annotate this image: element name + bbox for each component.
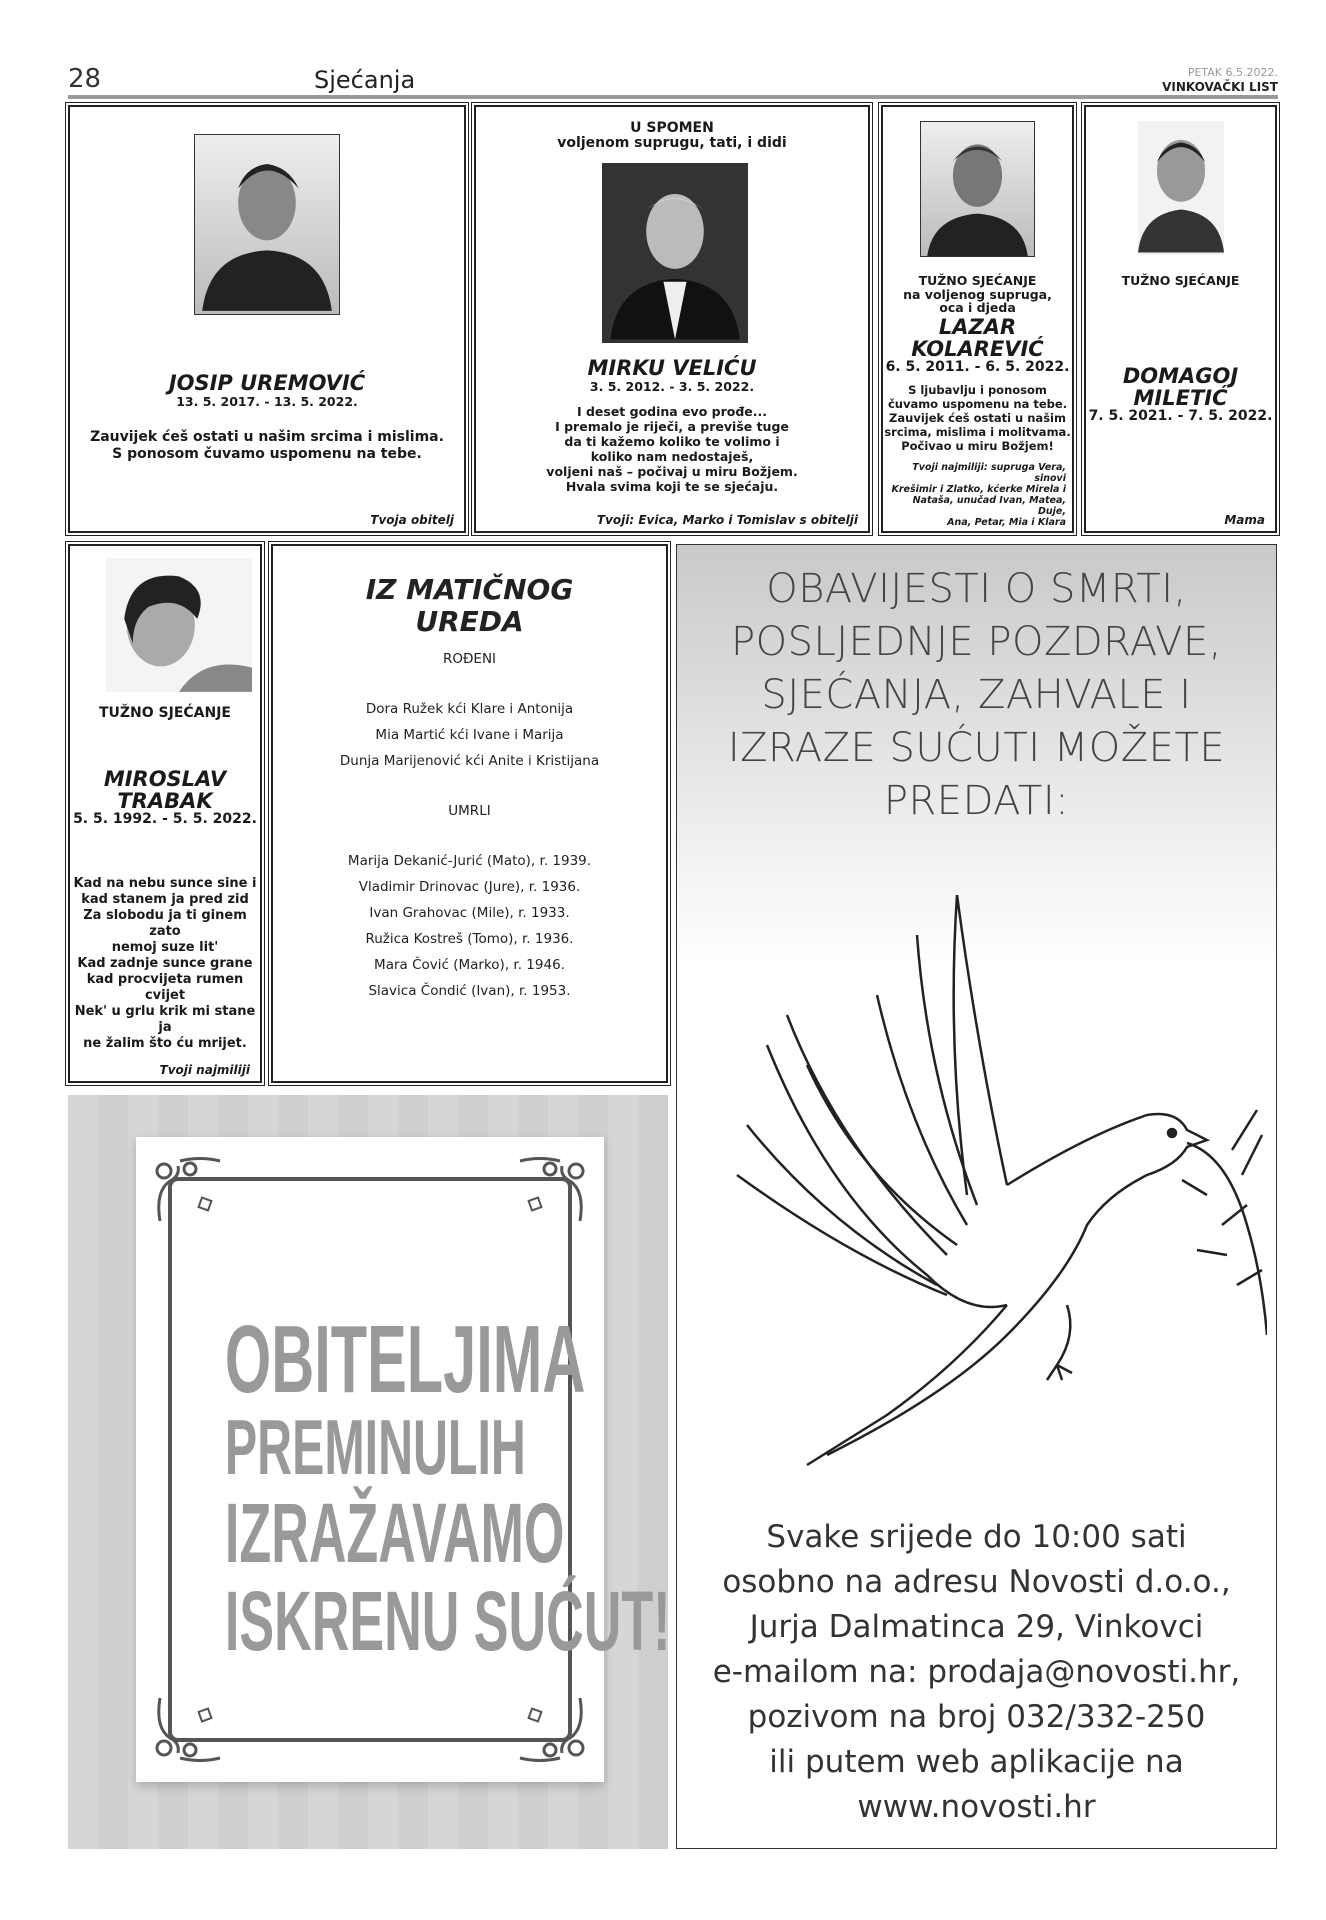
publication-name: VINKOVAČKI LIST bbox=[1162, 80, 1278, 94]
header-rule bbox=[68, 95, 1278, 99]
signature: Mama bbox=[1224, 513, 1265, 527]
ad-headline: PREDATI: bbox=[883, 778, 1070, 824]
corner-ornament-icon bbox=[510, 1688, 590, 1768]
message-line: I deset godina evo prođe... bbox=[576, 404, 768, 419]
dates: 3. 5. 2012. - 3. 5. 2022. bbox=[589, 379, 755, 394]
heading: TUŽNO SJEĆANJE bbox=[98, 705, 231, 721]
deceased-name: MILETIĆ bbox=[1133, 386, 1228, 410]
died-entry: Ružica Kostreš (Tomo), r. 1936. bbox=[365, 931, 574, 947]
deceased-name: MIRKU VELIĆU bbox=[587, 356, 757, 380]
signature: Tvoji najmiliji: supruga Vera, sinovi bbox=[912, 462, 1066, 484]
died-entry: Vladimir Drinovac (Jure), r. 1936. bbox=[358, 879, 581, 895]
signature: Nataša, unučad Ivan, Matea, Duje, bbox=[912, 495, 1066, 517]
page-number: 28 bbox=[68, 64, 102, 94]
deceased-name: LAZAR bbox=[938, 315, 1017, 339]
died-entry: Marija Dekanić-Jurić (Mato), r. 1939. bbox=[347, 853, 592, 869]
message-line: srcima, mislima i molitvama. bbox=[884, 425, 1071, 439]
portrait-photo bbox=[106, 558, 252, 692]
message-line: Hvala svima koji te se sjećaju. bbox=[565, 479, 779, 494]
registry-title: IZ MATIČNOG bbox=[365, 573, 574, 606]
poem-line: kad procvijeta rumen bbox=[86, 972, 244, 987]
heading: TUŽNO SJEĆANJE bbox=[1121, 273, 1240, 288]
dates: 5. 5. 1992. - 5. 5. 2022. bbox=[73, 811, 257, 827]
message-line: Zauvijek ćeš ostati u našim srcima i mislima. bbox=[90, 429, 444, 445]
born-label: ROĐENI bbox=[442, 651, 497, 667]
dove-with-olive-branch-icon bbox=[707, 895, 1267, 1475]
ad-headline: OBAVIJESTI O SMRTI, bbox=[766, 566, 1187, 612]
deceased-name: KOLAREVIĆ bbox=[911, 337, 1044, 361]
condolence-line: ISKRENU SUĆUT! bbox=[224, 1574, 671, 1668]
message-line: I premalo je riječi, a previše tuge bbox=[555, 419, 789, 434]
died-entry: Slavica Čondić (Ivan), r. 1953. bbox=[368, 983, 571, 999]
deceased-name: TRABAK bbox=[117, 789, 213, 813]
born-entry: Dunja Marijenović kći Anite i Kristijana bbox=[339, 753, 600, 769]
ad-headline: IZRAZE SUĆUTI MOŽETE bbox=[727, 725, 1226, 771]
poem-line: nemoj suze lit' bbox=[111, 940, 219, 955]
ad-contact-line: osobno na adresu Novosti d.o.o., bbox=[722, 1564, 1231, 1600]
portrait-photo bbox=[602, 163, 748, 343]
portrait-photo bbox=[920, 121, 1035, 257]
ad-headline: SJEĆANJA, ZAHVALE I bbox=[761, 672, 1192, 718]
ad-contact-line: Jurja Dalmatinca 29, Vinkovci bbox=[749, 1609, 1204, 1645]
signature: Tvoji najmiliji bbox=[159, 1063, 250, 1077]
poem-line: Za slobodu ja ti ginem zato bbox=[83, 908, 247, 939]
corner-ornament-icon bbox=[150, 1151, 230, 1231]
deceased-name: MIROSLAV bbox=[103, 767, 227, 791]
ad-contact-line: ili putem web aplikacije na bbox=[769, 1744, 1184, 1780]
signature: Krešimir i Zlatko, kćerke Mirela i bbox=[891, 484, 1066, 495]
poem-line: Nek' u grlu krik mi stane ja bbox=[74, 1004, 256, 1035]
message-line: da ti kažemo koliko te volimo i bbox=[564, 434, 780, 449]
dates: 6. 5. 2011. - 6. 5. 2022. bbox=[885, 359, 1070, 375]
section-title: Sjećanja bbox=[314, 66, 416, 94]
signature: Tvoja obitelj bbox=[370, 513, 454, 527]
subheading: oca i djeda bbox=[939, 300, 1016, 315]
condolence-line: IZRAŽAVAMO bbox=[224, 1486, 565, 1580]
deceased-name: DOMAGOJ bbox=[1122, 364, 1239, 388]
heading: TUŽNO SJEĆANJE bbox=[918, 273, 1037, 288]
poem-line: Kad na nebu sunce sine i bbox=[73, 876, 257, 891]
died-entry: Mara Čović (Marko), r. 1946. bbox=[374, 957, 565, 973]
ad-contact-line: Svake srijede do 10:00 sati bbox=[766, 1519, 1187, 1555]
died-entry: Ivan Grahovac (Mile), r. 1933. bbox=[369, 905, 570, 921]
subheading: voljenom suprugu, tati, i didi bbox=[557, 135, 787, 151]
heading: U SPOMEN bbox=[630, 120, 714, 136]
poem-line: ne žalim što ću mrijet. bbox=[83, 1036, 247, 1051]
poem-line: Kad zadnje sunce grane bbox=[77, 956, 253, 971]
ad-headline: POSLJEDNJE POZDRAVE, bbox=[731, 619, 1222, 665]
message-line: voljeni naš – počivaj u miru Božjem. bbox=[546, 464, 798, 479]
signature: Ana, Petar, Mia i Klara bbox=[947, 517, 1066, 528]
condolence-ad bbox=[68, 1095, 671, 1849]
portrait-photo bbox=[1138, 121, 1224, 255]
issue-date: PETAK 6.5.2022. bbox=[1187, 66, 1278, 79]
signature: Tvoji: Evica, Marko i Tomislav s obitelji bbox=[596, 513, 858, 527]
born-entry: Dora Ružek kći Klare i Antonija bbox=[365, 701, 574, 717]
dates: 7. 5. 2021. - 7. 5. 2022. bbox=[1088, 408, 1273, 424]
born-entry: Mia Martić kći Ivane i Marija bbox=[375, 727, 564, 743]
notice-lazar-kolarevic bbox=[881, 105, 1074, 533]
subheading: na voljenog supruga, bbox=[903, 287, 1052, 302]
poem-line: kad stanem ja pred zid bbox=[81, 892, 249, 907]
registry-office-box bbox=[271, 544, 668, 1083]
condolence-line: OBITELJIMA bbox=[224, 1306, 586, 1413]
notice-domagoj-miletic bbox=[1084, 105, 1277, 533]
ad-contact-phone: pozivom na broj 032/332-250 bbox=[747, 1699, 1206, 1735]
notice-mirko-velic bbox=[474, 105, 870, 533]
corner-ornament-icon bbox=[510, 1151, 590, 1231]
condolence-line: PREMINULIH bbox=[224, 1403, 526, 1491]
portrait-photo bbox=[194, 134, 340, 315]
message-line: koliko nam nedostaješ, bbox=[590, 449, 754, 464]
message-line: Zauvijek ćeš ostati u našim bbox=[889, 411, 1066, 425]
ad-contact-website[interactable]: www.novosti.hr bbox=[857, 1789, 1096, 1825]
registry-title: UREDA bbox=[415, 605, 524, 638]
ad-contact-email[interactable]: e-mailom na: prodaja@novosti.hr, bbox=[712, 1654, 1241, 1690]
message-line: čuvamo uspomenu na tebe. bbox=[887, 397, 1068, 411]
notice-miroslav-trabak bbox=[68, 544, 262, 1083]
message-line: S ponosom čuvamo uspomenu na tebe. bbox=[112, 446, 422, 462]
submission-info-ad bbox=[676, 544, 1277, 1849]
message-line: Počivao u miru Božjem! bbox=[901, 439, 1054, 453]
corner-ornament-icon bbox=[150, 1688, 230, 1768]
dates: 13. 5. 2017. - 13. 5. 2022. bbox=[176, 394, 358, 409]
poem-line: cvijet bbox=[144, 988, 186, 1003]
died-label: UMRLI bbox=[448, 803, 491, 819]
message-line: S ljubavlju i ponosom bbox=[908, 383, 1047, 397]
notice-josip-uremovic bbox=[68, 105, 466, 533]
deceased-name: JOSIP UREMOVIĆ bbox=[168, 371, 366, 395]
